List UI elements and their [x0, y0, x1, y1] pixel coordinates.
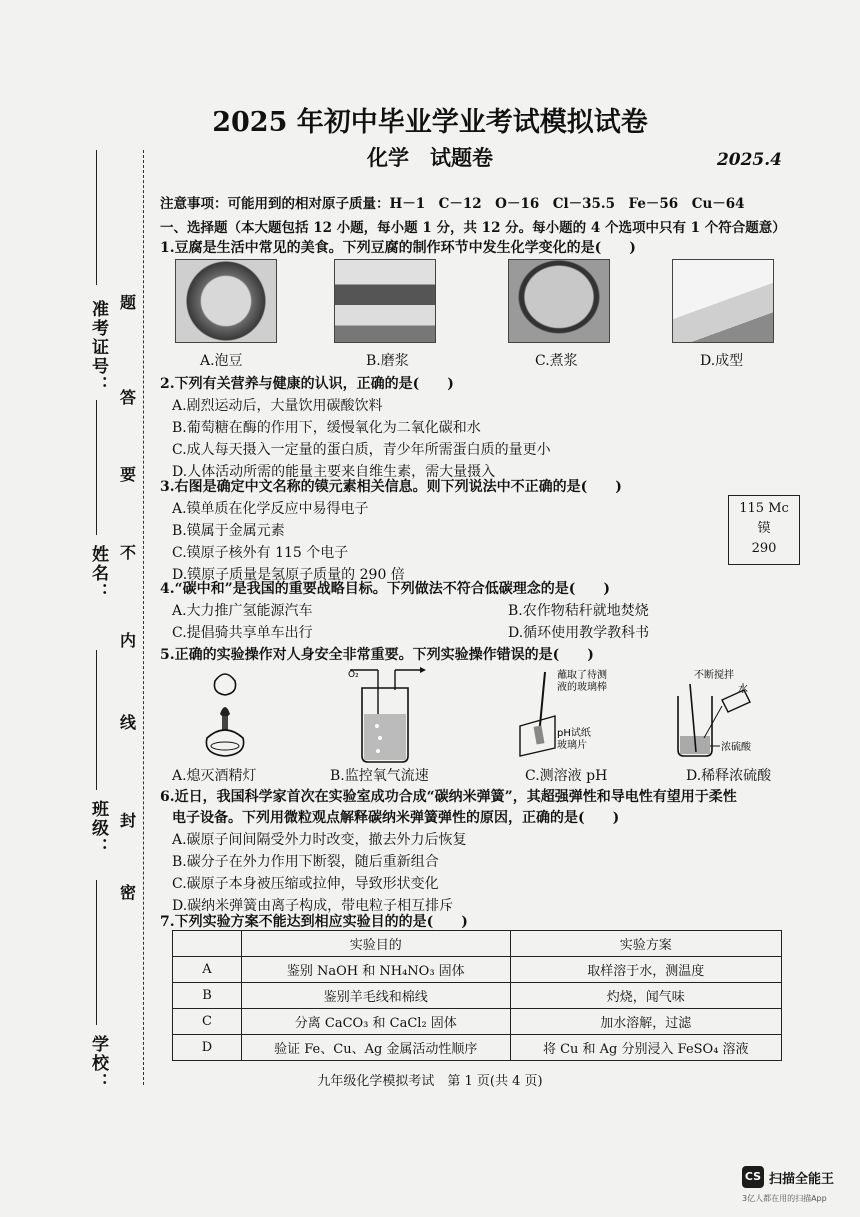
table-cell: D: [173, 1035, 242, 1061]
binding-word: 密: [120, 883, 137, 902]
binding-word: 不: [120, 543, 137, 562]
watermark-tagline: 3亿人都在用的扫描App: [742, 1194, 827, 1203]
tofu-forming-photo: [672, 259, 774, 343]
binding-word: 内: [120, 631, 137, 650]
element-card-moscovium: [728, 495, 800, 565]
stir-label: 不断搅拌: [694, 670, 734, 681]
option-text: A.镆单质在化学反应中易得电子: [172, 501, 369, 517]
table-cell: 验证 Fe、Cu、Ag 金属活动性顺序: [242, 1035, 511, 1061]
option-text: B.镆属于金属元素: [172, 523, 285, 539]
element-name: 镆: [757, 521, 771, 536]
table-row: [173, 983, 782, 1009]
option-label: D.成型: [700, 353, 744, 369]
question-3-stem: 3.右图是确定中文名称的镆元素相关信息。则下列说法中不正确的是( ): [160, 479, 622, 495]
option-text: D.碳纳米弹簧由离子构成，带电粒子相互排斥: [172, 898, 454, 914]
option-text: C.镆原子核外有 115 个电子: [172, 545, 349, 561]
option-label: C.测溶液 pH: [525, 768, 608, 784]
table-row: [173, 957, 782, 983]
binding-word: 封: [120, 811, 137, 830]
acid-label: 浓硫酸: [721, 742, 751, 753]
table-row: [173, 1035, 782, 1061]
table-header: 实验目的: [242, 931, 511, 957]
notice-text: 注意事项：可能用到的相对原子质量：H－1 C－12 O－16 Cl－35.5 Fe－56 Cu－64: [160, 196, 745, 212]
option-text: C.成人每天摄入一定量的蛋白质，青少年所需蛋白质的量更小: [172, 442, 551, 458]
class-line[interactable]: [96, 650, 97, 790]
question-2-stem: 2.下列有关营养与健康的认识，正确的是( ): [160, 376, 454, 392]
option-label: B.磨浆: [366, 353, 409, 369]
table-cell: 将 Cu 和 Ag 分别浸入 FeSO₄ 溶液: [510, 1035, 781, 1061]
table-cell: B: [173, 983, 242, 1009]
option-text: B.农作物秸秆就地焚烧: [508, 603, 649, 619]
page-footer: 九年级化学模拟考试 第 1 页(共 4 页): [317, 1074, 543, 1089]
table-cell: A: [173, 957, 242, 983]
option-text: D.人体活动所需的能量主要来自维生素，需大量摄入: [172, 464, 496, 480]
camscanner-logo-icon: CS: [742, 1166, 764, 1188]
option-text: B.碳分子在外力作用下断裂，随后重新组合: [172, 854, 439, 870]
ph-test-diagram: [505, 666, 625, 764]
table-cell: C: [173, 1009, 242, 1035]
soaking-beans-photo: [175, 259, 277, 343]
question-6-stem-cont: 电子设备。下列用微粒观点解释碳纳米弹簧弹性的原因，正确的是( ): [172, 810, 620, 826]
label-school: 学校：: [88, 1035, 108, 1092]
option-label: C.煮浆: [535, 353, 578, 369]
binding-word: 要: [120, 465, 137, 484]
option-label: B.监控氧气流速: [330, 768, 429, 784]
ph-paper-label: pH试纸: [557, 728, 591, 739]
question-4-stem: 4.“碳中和”是我国的重要战略目标。下列做法不符合低碳理念的是( ): [160, 581, 610, 597]
school-line[interactable]: [96, 880, 97, 1025]
question-7-stem: 7.下列实验方案不能达到相应实验目的的是( ): [160, 914, 468, 930]
table-header-blank: [173, 931, 242, 957]
experiment-table: [172, 930, 782, 1061]
option-text: C.提倡骑共享单车出行: [172, 625, 313, 641]
option-text: D.循环使用教学教科书: [508, 625, 650, 641]
option-text: B.葡萄糖在酶的作用下，缓慢氧化为二氧化碳和水: [172, 420, 481, 436]
table-cell: 灼烧，闻气味: [510, 983, 781, 1009]
label-class: 班级：: [88, 800, 108, 857]
option-label: D.稀释浓硫酸: [686, 768, 772, 784]
option-text: A.大力推广氢能源汽车: [172, 603, 313, 619]
section-heading: 一、选择题（本大题包括 12 小题，每小题 1 分，共 12 分。每小题的 4 个选项中只有 1 个符合题意）: [160, 220, 786, 236]
watermark-name: 扫描全能王: [769, 1172, 835, 1187]
binding-word: 题: [120, 293, 137, 312]
question-1-stem: 1.豆腐是生活中常见的美食。下列豆腐的制作环节中发生化学变化的是( ): [160, 240, 636, 256]
table-cell: 分离 CaCO₃ 和 CaCl₂ 固体: [242, 1009, 511, 1035]
question-6-stem: 6.近日，我国科学家首次在实验室成功合成“碳纳米弹簧”，其超强弹性和导电性有望用于柔性: [160, 789, 737, 805]
question-5-stem: 5.正确的实验操作对人身安全非常重要。下列实验操作错误的是( ): [160, 647, 594, 663]
option-text: C.碳原子本身被压缩或拉伸，导致形状变化: [172, 876, 439, 892]
option-label: A.熄灭酒精灯: [172, 768, 257, 784]
o2-label: O₂: [348, 670, 359, 680]
page-title: 2025 年初中毕业学业考试模拟试卷: [212, 107, 648, 138]
rod-label: 液的玻璃棒: [557, 682, 607, 693]
option-label: A.泡豆: [200, 353, 243, 369]
table-cell: 鉴别 NaOH 和 NH₄NO₃ 固体: [242, 957, 511, 983]
label-exam-number: 准考证号：: [88, 300, 108, 395]
binding-word: 答: [120, 388, 137, 407]
dilute-acid-diagram: [660, 666, 775, 764]
option-text: A.剧烈运动后，大量饮用碳酸饮料: [172, 398, 383, 414]
table-row: [173, 1009, 782, 1035]
atomic-mass: 290: [751, 541, 777, 556]
grinding-photo: [334, 259, 436, 343]
table-cell: 鉴别羊毛线和棉线: [242, 983, 511, 1009]
atomic-number: 115: [739, 501, 765, 516]
rod-label: 蘸取了待测: [557, 670, 607, 681]
binding-dashed-line: [143, 150, 144, 1085]
boiling-photo: [508, 259, 610, 343]
table-header: 实验方案: [510, 931, 781, 957]
alcohol-lamp-diagram: [195, 666, 255, 764]
page-subtitle: 化学 试题卷: [367, 146, 493, 170]
name-line[interactable]: [96, 400, 97, 535]
water-label: 水: [738, 684, 748, 695]
table-cell: 取样溶于水，测温度: [510, 957, 781, 983]
option-text: A.碳原子间间隔受外力时改变，撤去外力后恢复: [172, 832, 467, 848]
oxygen-wash-bottle-diagram: [340, 666, 430, 764]
option-text: D.镆原子质量是氢原子质量的 290 倍: [172, 567, 405, 583]
glass-label: 玻璃片: [557, 740, 587, 751]
exam-date: 2025.4: [716, 150, 782, 170]
element-symbol: Mc: [768, 501, 789, 516]
table-cell: 加水溶解，过滤: [510, 1009, 781, 1035]
label-name: 姓名：: [88, 545, 108, 602]
binding-word: 线: [120, 713, 137, 732]
table-header-row: [173, 931, 782, 957]
